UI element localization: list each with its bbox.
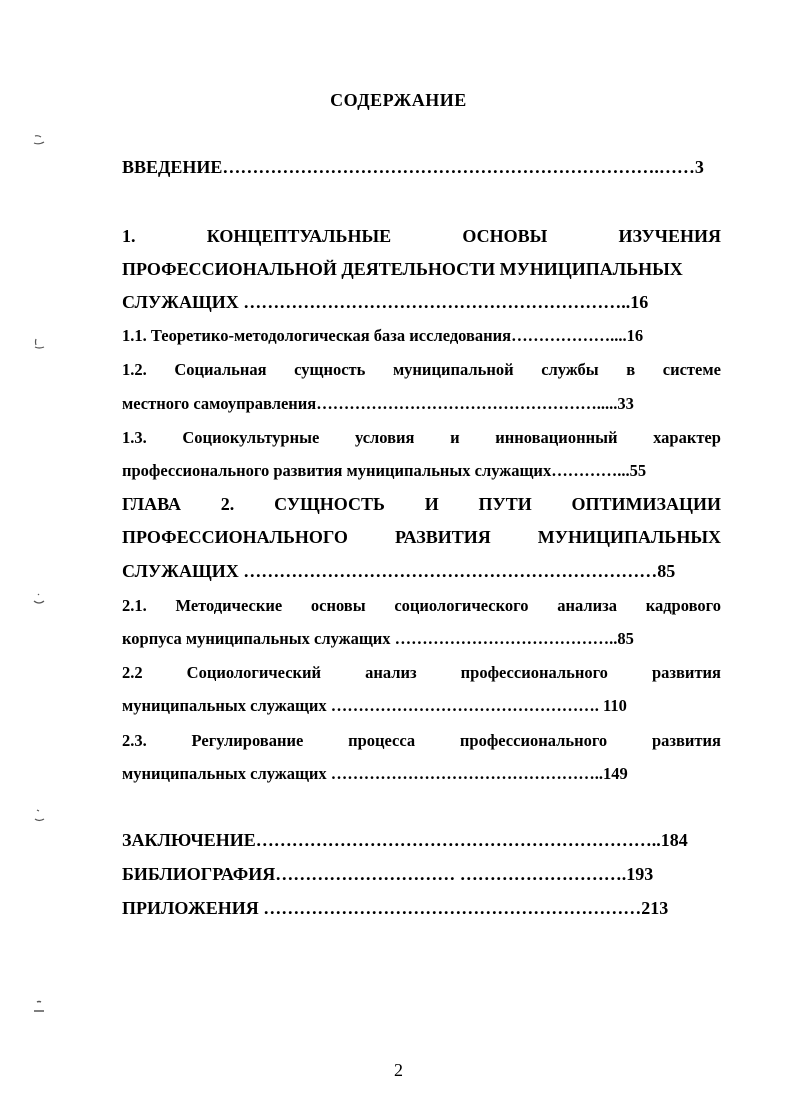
word: 1. — [122, 226, 136, 246]
word: анализа — [557, 596, 617, 615]
toc-section-1-2-line-2: местного самоуправления…………………………………………….....33 — [122, 394, 634, 413]
word: Социологический — [186, 663, 322, 682]
toc-section-2-3-line-1 — [122, 731, 721, 751]
toc-section-1-3-line-2: профессионального развития муниципальных служащих…………...55 — [122, 461, 647, 480]
word: ПУТИ — [478, 494, 532, 514]
word: развития — [651, 663, 721, 682]
word: 2.2 — [122, 663, 143, 682]
word: РАЗВИТИЯ — [394, 527, 491, 547]
toc-section-2-2-line-2: муниципальных служащих …………………………………………. 110 — [122, 696, 627, 715]
toc-section-2-2-line-1 — [122, 663, 721, 683]
word: анализ — [365, 663, 417, 682]
word: Социальная — [174, 360, 267, 379]
word: кадрового — [645, 596, 721, 615]
word: ОПТИМИЗАЦИИ — [571, 494, 721, 514]
toc-section-2-1-line-1 — [122, 596, 721, 616]
toc-section-2-3-line-2: муниципальных служащих …………………………………………..149 — [122, 764, 628, 783]
word: ОСНОВЫ — [462, 226, 548, 246]
toc-entry-conclusion: ЗАКЛЮЧЕНИЕ…………………………………………………………..184 — [122, 830, 688, 850]
word: муниципальной — [392, 360, 514, 379]
word: профессионального — [459, 731, 608, 750]
word: в — [626, 360, 636, 379]
binding-mark-icon — [32, 336, 46, 350]
toc-chapter-1-line-1 — [122, 226, 721, 246]
word: 2.1. — [122, 596, 147, 615]
word: 2.3. — [122, 731, 147, 750]
binding-mark-icon — [32, 1000, 46, 1014]
word: и — [450, 428, 460, 447]
toc-section-1-3-line-1 — [122, 428, 721, 448]
toc-chapter-1-line-2: ПРОФЕССИОНАЛЬНОЙ ДЕЯТЕЛЬНОСТИ МУНИЦИПАЛЬНЫХ — [122, 259, 683, 279]
word: профессионального — [460, 663, 608, 682]
word: характер — [653, 428, 721, 447]
word: службы — [541, 360, 599, 379]
word: основы — [310, 596, 366, 615]
word: системе — [662, 360, 721, 379]
toc-chapter-2-line-1 — [122, 494, 721, 514]
binding-mark-icon — [32, 808, 46, 822]
word: КОНЦЕПТУАЛЬНЫЕ — [206, 226, 392, 246]
toc-entry-introduction: ВВЕДЕНИЕ……………………………………………………………….……3 — [122, 157, 704, 177]
word: 1.3. — [122, 428, 147, 447]
word: 1.2. — [122, 360, 147, 379]
word: ПРОФЕССИОНАЛЬНОГО — [122, 527, 348, 547]
word: процесса — [348, 731, 416, 750]
word: социологического — [394, 596, 529, 615]
word: сущность — [294, 360, 366, 379]
toc-chapter-1-line-3: СЛУЖАЩИХ ………………………………………………………..16 — [122, 292, 649, 312]
word: инновационный — [495, 428, 618, 447]
word: Методические — [175, 596, 283, 615]
binding-mark-icon — [32, 592, 46, 606]
toc-chapter-2-line-2 — [122, 527, 721, 547]
word: Социокультурные — [182, 428, 320, 447]
word: 2. — [220, 494, 235, 514]
word: ИЗУЧЕНИЯ — [618, 226, 721, 246]
binding-mark-icon — [32, 132, 46, 146]
word: МУНИЦИПАЛЬНЫХ — [537, 527, 721, 547]
word: СУЩНОСТЬ — [274, 494, 385, 514]
toc-entry-bibliography: БИБЛИОГРАФИЯ………………………… ……………………….193 — [122, 864, 654, 884]
toc-section-1-2-line-1 — [122, 360, 721, 380]
word: условия — [354, 428, 415, 447]
toc-entry-appendix: ПРИЛОЖЕНИЯ ………………………………………………………213 — [122, 898, 669, 918]
word: И — [424, 494, 439, 514]
toc-section-2-1-line-2: корпуса муниципальных служащих …………………………………..85 — [122, 629, 634, 648]
page-title: СОДЕРЖАНИЕ — [330, 90, 467, 110]
word: развития — [651, 731, 721, 750]
toc-section-1-1: 1.1. Теоретико-методологическая база исследования………………....16 — [122, 326, 644, 345]
word: ГЛАВА — [122, 494, 182, 514]
word: Регулирование — [191, 731, 304, 750]
toc-chapter-2-line-3: СЛУЖАЩИХ ……………………………………………………………85 — [122, 561, 676, 581]
page-number: 2 — [394, 1060, 403, 1080]
